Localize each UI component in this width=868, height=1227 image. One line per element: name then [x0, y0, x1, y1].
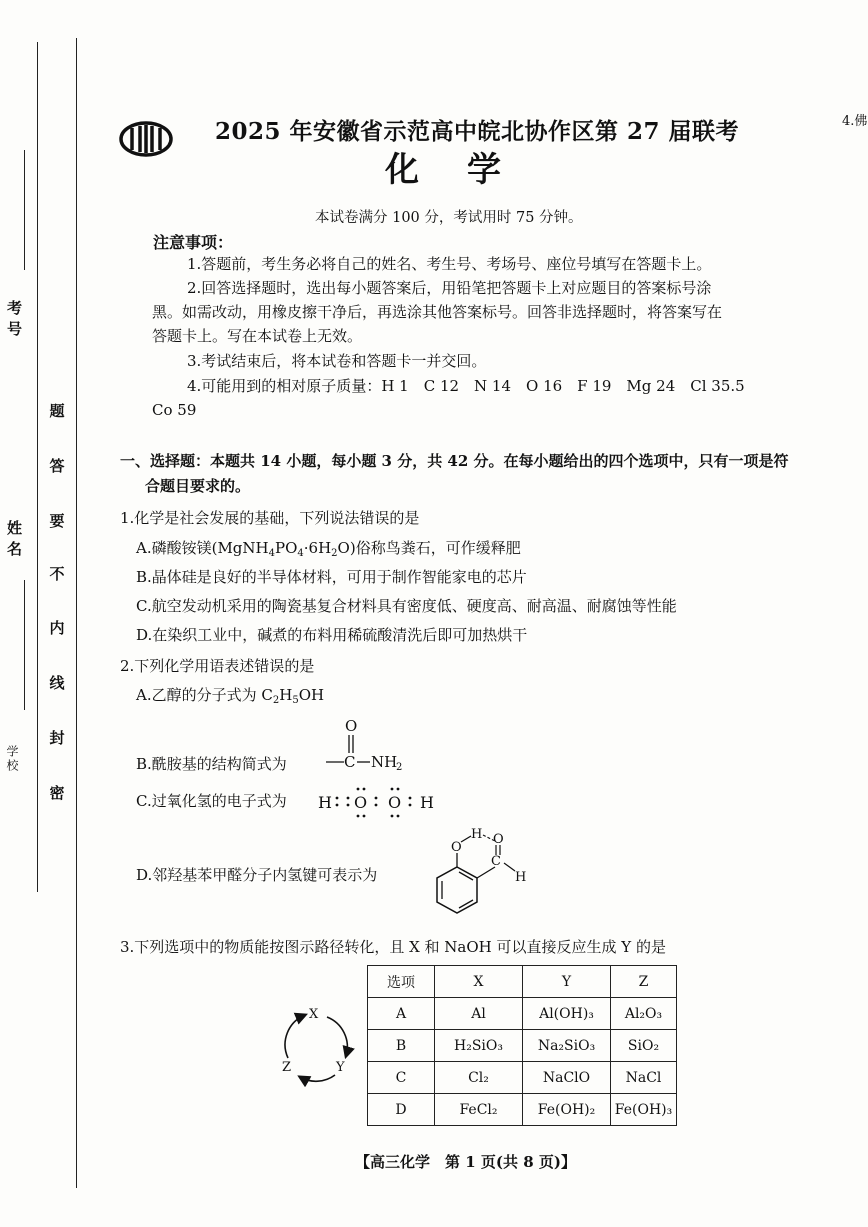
q3-stem: 3.下列选项中的物质能按图示路径转化，且 X 和 NaOH 可以直接反应生成 Y 的是: [120, 938, 666, 956]
exam-no-label: 考号: [5, 300, 23, 342]
exam-title: 2025 年安徽省示范高中皖北协作区第 27 届联考: [215, 118, 740, 145]
note-4b: Co 59: [152, 401, 197, 419]
table-row: [368, 1030, 677, 1062]
cycle-label-x: X: [309, 1007, 319, 1022]
table-header-cell: X: [435, 966, 523, 998]
table-header-cell: Y: [523, 966, 611, 998]
note-2c: 答题卡上。写在本试卷上无效。: [152, 327, 363, 345]
table-cell: SiO₂: [611, 1030, 677, 1062]
seal-char-3: 要: [49, 512, 65, 530]
q1-option-b: B.晶体硅是良好的半导体材料，可用于制作智能家电的芯片: [136, 568, 527, 586]
seal-char-6: 线: [49, 674, 65, 692]
q2-option-c: C.过氧化氢的电子式为: [136, 792, 287, 810]
conversion-cycle-diagram: [275, 1000, 365, 1090]
svg-text:C: C: [344, 753, 356, 771]
amide-structure-diagram: [322, 715, 422, 775]
table-cell: H₂SiO₃: [435, 1030, 523, 1062]
seal-char-5: 内: [49, 619, 65, 637]
name-label: 姓名: [5, 520, 23, 562]
cycle-label-y: Y: [336, 1060, 345, 1075]
table-cell: D: [368, 1094, 435, 1126]
name-underline: [24, 580, 25, 710]
table-cell: A: [368, 998, 435, 1030]
page-footer: 【高三化学 第 1 页(共 8 页)】: [355, 1153, 576, 1171]
notes-heading: 注意事项：: [153, 233, 234, 252]
table-cell: Al₂O₃: [611, 998, 677, 1030]
binding-line-inner: [76, 38, 77, 1188]
table-row: [368, 1062, 677, 1094]
q1-stem: 1.化学是社会发展的基础，下列说法错误的是: [120, 509, 420, 527]
seal-char-2: 答: [49, 457, 65, 475]
cycle-label-z: Z: [282, 1060, 292, 1075]
q2-stem: 2.下列化学用语表述错误的是: [120, 657, 315, 675]
table-cell: Fe(OH)₃: [611, 1094, 677, 1126]
note-1: 1.答题前，考生务必将自己的姓名、考生号、考场号、座位号填写在答题卡上。: [187, 255, 712, 273]
exam-no-underline: [24, 150, 25, 270]
section-heading: 一、选择题：本题共 14 小题，每小题 3 分，共 42 分。在每小题给出的四个选项中，只有一项是符: [120, 452, 789, 470]
note-2a: 2.回答选择题时，选出每小题答案后，用铅笔把答题卡上对应题目的答案标号涂: [187, 279, 712, 297]
svg-text:H: H: [420, 793, 434, 812]
q2-option-a: A.乙醇的分子式为 $C_2H_5OH$: [136, 686, 325, 706]
q3-options-table: [367, 965, 677, 1126]
svg-text:C: C: [491, 854, 501, 869]
exam-logo-icon: [118, 120, 174, 158]
table-header-cell: 选项: [368, 966, 435, 998]
svg-text:H: H: [515, 870, 527, 885]
table-cell: Al(OH)₃: [523, 998, 611, 1030]
seal-char-4: 不: [49, 565, 65, 583]
q1-option-a: A.磷酸铵镁$(MgNH_4PO_4\cdot 6H_2O)$俗称鸟粪石，可作缓释肥: [136, 539, 521, 559]
school-mark: 学校: [5, 745, 19, 773]
q1-option-d: D.在染织工业中，碱煮的布料用稀硫酸清洗后即可加热烘干: [136, 626, 528, 644]
svg-text:NH: NH: [371, 753, 398, 771]
next-page-edge-text: 4.佛: [842, 114, 868, 129]
table-row: [368, 998, 677, 1030]
svg-text:H: H: [471, 827, 483, 842]
table-cell: Al: [435, 998, 523, 1030]
seal-char-1: 题: [49, 402, 65, 420]
svg-text:O: O: [493, 832, 504, 847]
table-cell: Fe(OH)₂: [523, 1094, 611, 1126]
section-heading-cont: 合题目要求的。: [145, 477, 251, 495]
svg-text:H: H: [318, 793, 332, 812]
note-3: 3.考试结束后，将本试卷和答题卡一并交回。: [187, 352, 487, 370]
table-header-row: [368, 966, 677, 998]
table-cell: FeCl₂: [435, 1094, 523, 1126]
note-2b: 黑。如需改动，用橡皮擦干净后，再选涂其他答案标号。回答非选择题时，将答案写在: [152, 303, 723, 321]
seal-char-8: 密: [49, 784, 65, 802]
subject-title: 化学: [385, 150, 549, 190]
table-cell: NaClO: [523, 1062, 611, 1094]
q2-option-d: D.邻羟基苯甲醛分子内氢键可表示为: [136, 866, 378, 884]
svg-text:O: O: [345, 717, 358, 735]
table-cell: B: [368, 1030, 435, 1062]
table-header-cell: Z: [611, 966, 677, 998]
svg-text:2: 2: [396, 762, 403, 773]
seal-char-7: 封: [49, 729, 65, 747]
note-4a: 4.可能用到的相对原子质量：H 1 C 12 N 14 O 16 F 19 Mg 24 Cl 35.5: [187, 377, 745, 395]
svg-text:O: O: [451, 840, 462, 855]
q2-option-b: B.酰胺基的结构简式为: [136, 755, 287, 773]
h2o2-electron-formula: [316, 784, 446, 820]
table-cell: Cl₂: [435, 1062, 523, 1094]
table-cell: NaCl: [611, 1062, 677, 1094]
table-cell: Na₂SiO₃: [523, 1030, 611, 1062]
q1-option-c: C.航空发动机采用的陶瓷基复合材料具有密度低、硬度高、耐高温、耐腐蚀等性能: [136, 597, 677, 615]
binding-line-outer: [37, 42, 38, 892]
svg-text:O: O: [354, 793, 368, 812]
salicylaldehyde-hbond-diagram: [425, 825, 535, 930]
table-row: [368, 1094, 677, 1126]
table-cell: C: [368, 1062, 435, 1094]
exam-intro: 本试卷满分 100 分，考试用时 75 分钟。: [315, 210, 583, 226]
svg-text:O: O: [388, 793, 402, 812]
